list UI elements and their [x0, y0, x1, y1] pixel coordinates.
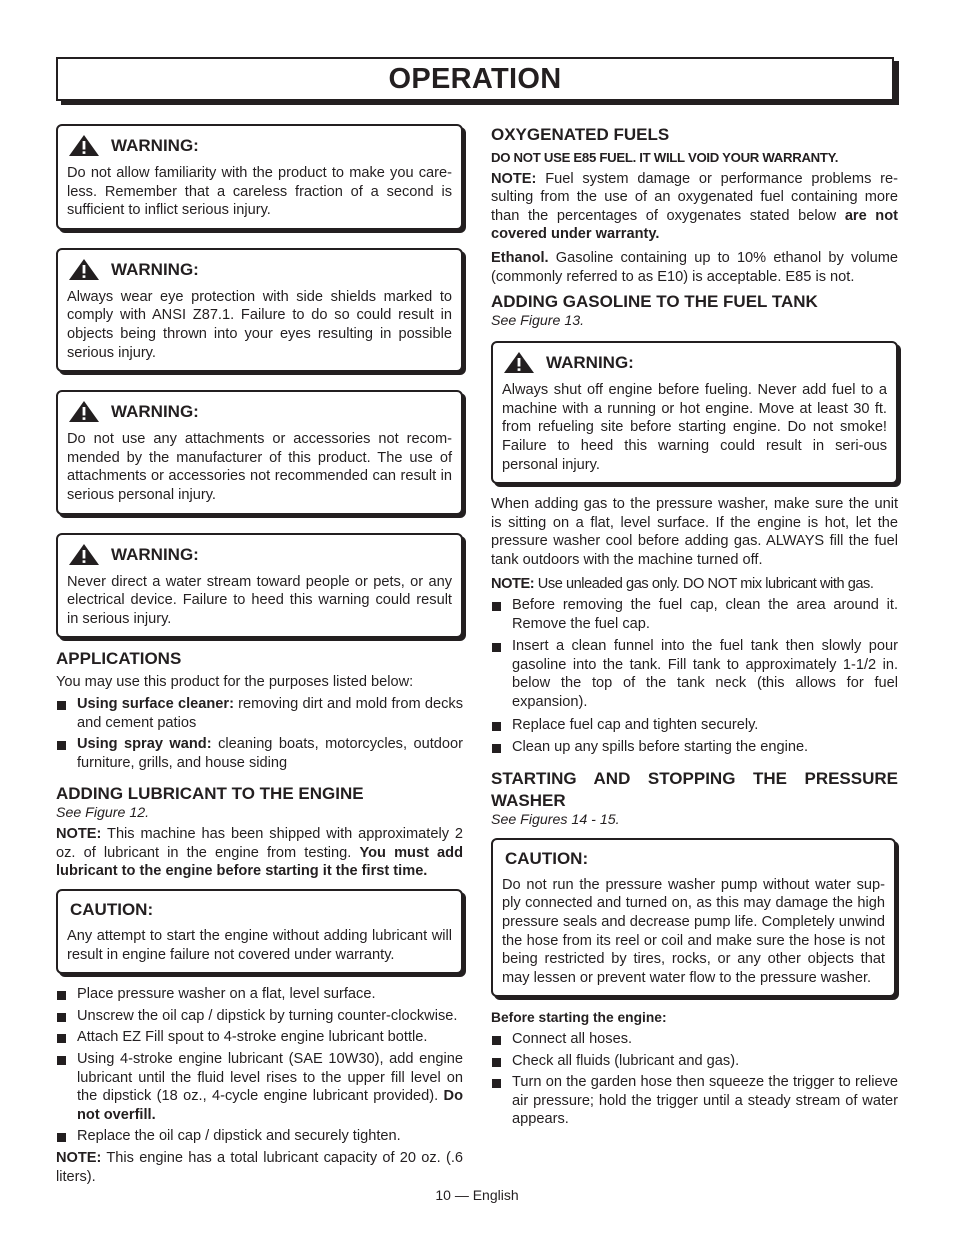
- note-label: NOTE:: [491, 575, 535, 592]
- lubricant-steps: [56, 985, 463, 1146]
- warning-triangle-icon: [68, 401, 100, 423]
- note-text: Fuel system damage or performance problems re-sulting from the use of an oxygenated fuel containing more than the percentages of oxygenates stated below: [491, 170, 898, 224]
- item-text: Using 4-stroke engine lubricant (SAE 10W30), add engine lubricant until the fluid level rises to the upper fill level on the dipstick (18 oz., 4-cycle engine lubricant provided).: [77, 1051, 463, 1105]
- list-item: Insert a clean funnel into the fuel tank then slowly pour gasoline into the tank. Fill tank to approximately 1-1/2 in. below the top of the tank neck (this allows for fuel expansion).: [491, 637, 898, 711]
- item-bold-text: Do not overfill.: [77, 1088, 463, 1123]
- note-label: NOTE:: [491, 170, 537, 187]
- warning-box-fueling: [491, 341, 898, 484]
- warning-triangle-icon: [68, 259, 100, 281]
- warning-box-attachments: [56, 390, 463, 514]
- note-text: This machine has been shipped with approximately 2 oz. of lubricant in the engine from testing.: [56, 826, 463, 861]
- see-figure-12: See Figure 12.: [56, 805, 150, 822]
- capacity-note: [56, 1149, 463, 1186]
- warning-header: [67, 401, 452, 423]
- see-figures-14-15: See Figures 14 - 15.: [491, 811, 620, 828]
- left-column: [56, 124, 463, 1186]
- list-item: Connect all hoses.: [491, 1030, 898, 1049]
- list-item: Place pressure washer on a flat, level surface.: [56, 985, 463, 1004]
- list-item: Clean up any spills before starting the engine.: [491, 738, 898, 757]
- item-bold-label: Using spray wand:: [77, 736, 212, 753]
- warning-text: Always shut off engine before fueling. Never add fuel to a machine with a running or hot engine. Move at least 30 ft. from refueling site before starting engine. Do not smoke! Failure to heed this warning could result in seri-ous personal injury.: [502, 382, 887, 473]
- warning-triangle-icon: [68, 135, 100, 157]
- note-bold-text: You must add lubricant to the engine before starting it the first time.: [56, 844, 463, 880]
- list-item: Before removing the fuel cap, clean the area around it. Remove the fuel cap.: [491, 596, 898, 633]
- warning-text: Do not allow familiarity with the product to make you care-less. Remember that a careless fraction of a second is sufficient to inflict serious injury.: [67, 165, 452, 219]
- see-figure-13: See Figure 13.: [491, 313, 585, 330]
- starting-heading: STARTING AND STOPPING THE PRESSURE WASHER: [491, 768, 898, 810]
- applications-intro: You may use this product for the purposes listed below:: [56, 674, 414, 691]
- before-starting-label: Before starting the engine:: [491, 1010, 667, 1026]
- page-title: OPERATION: [388, 63, 562, 95]
- before-starting-steps: [491, 1030, 898, 1129]
- caution-header: [502, 849, 885, 869]
- item-text: removing dirt and mold from decks and cement patios: [77, 695, 463, 731]
- ethanol-text: Gasoline containing up to 10% ethanol by volume (commonly referred to as E10) is acceptable. E85 is not.: [491, 249, 898, 285]
- right-column: [491, 124, 898, 1129]
- list-item: Attach EZ Fill spout to 4-stroke engine lubricant bottle.: [56, 1028, 463, 1047]
- warning-text: Never direct a water stream toward people or pets, or any electrical device. Failure to heed this warning could result in serious injury.: [67, 573, 452, 627]
- note-label: NOTE:: [56, 1150, 102, 1166]
- item-text: cleaning boats, motorcycles, outdoor furniture, grills, and house siding: [77, 736, 463, 771]
- caution-box-lubricant: [56, 889, 463, 974]
- warning-label: WARNING:: [546, 353, 634, 373]
- warning-box-water-stream: [56, 533, 463, 639]
- warning-text: Do not use any attachments or accessories not recom-mended by the manufacturer of this product. The use of attachments or accessories not recommended can result in serious personal injury.: [67, 431, 452, 503]
- list-item: Unscrew the oil cap / dipstick by turning counter-clockwise.: [56, 1007, 463, 1026]
- caution-label: CAUTION:: [70, 900, 154, 920]
- warning-label: WARNING:: [111, 544, 199, 564]
- note-text: Use unleaded gas only. DO NOT mix lubricant with gas.: [534, 575, 874, 592]
- caution-label: CAUTION:: [505, 848, 589, 868]
- item-bold-label: Using surface cleaner:: [77, 695, 234, 712]
- gasoline-heading: ADDING GASOLINE TO THE FUEL TANK: [491, 292, 818, 312]
- list-item: Turn on the garden hose then squeeze the trigger to relieve air pressure; hold the trigger until a steady stream of water appears.: [491, 1073, 898, 1129]
- warning-header: [67, 135, 452, 157]
- list-item: [56, 1050, 463, 1124]
- ethanol-label: Ethanol.: [491, 249, 549, 266]
- gasoline-paragraph: When adding gas to the pressure washer, make sure the unit is sitting on a flat, level surface. If the engine is hot, let the pressure washer cool before adding gas. ALWAYS fill the fuel tank outdoors with the machine turned off.: [491, 496, 898, 568]
- warning-box-eye-protection: [56, 248, 463, 372]
- warning-label: WARNING:: [111, 402, 199, 422]
- caution-box-pump: [491, 838, 896, 998]
- applications-list: [56, 695, 463, 772]
- list-item: Replace the oil cap / dipstick and securely tighten.: [56, 1127, 463, 1146]
- note-text: This engine has a total lubricant capacity of 20 oz. (.6 liters).: [56, 1150, 463, 1185]
- warning-header: [502, 352, 887, 374]
- oxygenated-heading: OXYGENATED FUELS: [491, 125, 670, 144]
- page-title-bar: [56, 57, 894, 101]
- note-label: NOTE:: [56, 826, 102, 843]
- oxygenated-note: [491, 170, 898, 244]
- note-bold-text: are not covered under warranty.: [491, 207, 898, 243]
- warning-text: Always wear eye protection with side shields marked to comply with ANSI Z87.1. Failure to do so could result in objects being thrown into your eyes resulting in possible serious injury.: [67, 288, 452, 361]
- list-item: Check all fluids (lubricant and gas).: [491, 1052, 898, 1071]
- ethanol-note: [491, 249, 898, 286]
- lubricant-heading: ADDING LUBRICANT TO THE ENGINE: [56, 784, 364, 804]
- applications-heading: APPLICATIONS: [56, 649, 182, 669]
- warning-triangle-icon: [68, 544, 100, 566]
- list-item: [56, 735, 463, 772]
- warning-triangle-icon: [503, 352, 535, 374]
- list-item: Replace fuel cap and tighten securely.: [491, 716, 898, 735]
- warning-label: WARNING:: [111, 136, 199, 155]
- caution-text: Any attempt to start the engine without adding lubricant will result in engine failure not covered under warranty.: [67, 928, 452, 963]
- caution-text: Do not run the pressure washer pump without water sup-ply connected and turned on, as this may damage the high pressure seals and decrease pump life. Completely unwind the hose from its reel or coil and make sure the hose is not being restricted by tires, rocks, or any other objects that may lessen or prevent water flow to the pressure washer.: [502, 876, 885, 986]
- warning-header: [67, 544, 452, 566]
- gasoline-steps: [491, 596, 898, 757]
- warning-header: [67, 259, 452, 281]
- gasoline-note: [491, 575, 898, 594]
- warning-label: WARNING:: [111, 259, 199, 279]
- e85-warning: DO NOT USE E85 FUEL. IT WILL VOID YOUR WARRANTY.: [491, 150, 839, 165]
- list-item: [56, 695, 463, 732]
- caution-header: [67, 900, 452, 920]
- warning-box-familiarity: [56, 124, 463, 230]
- page-footer: 10 — English: [435, 1187, 519, 1203]
- lubricant-note: [56, 825, 463, 881]
